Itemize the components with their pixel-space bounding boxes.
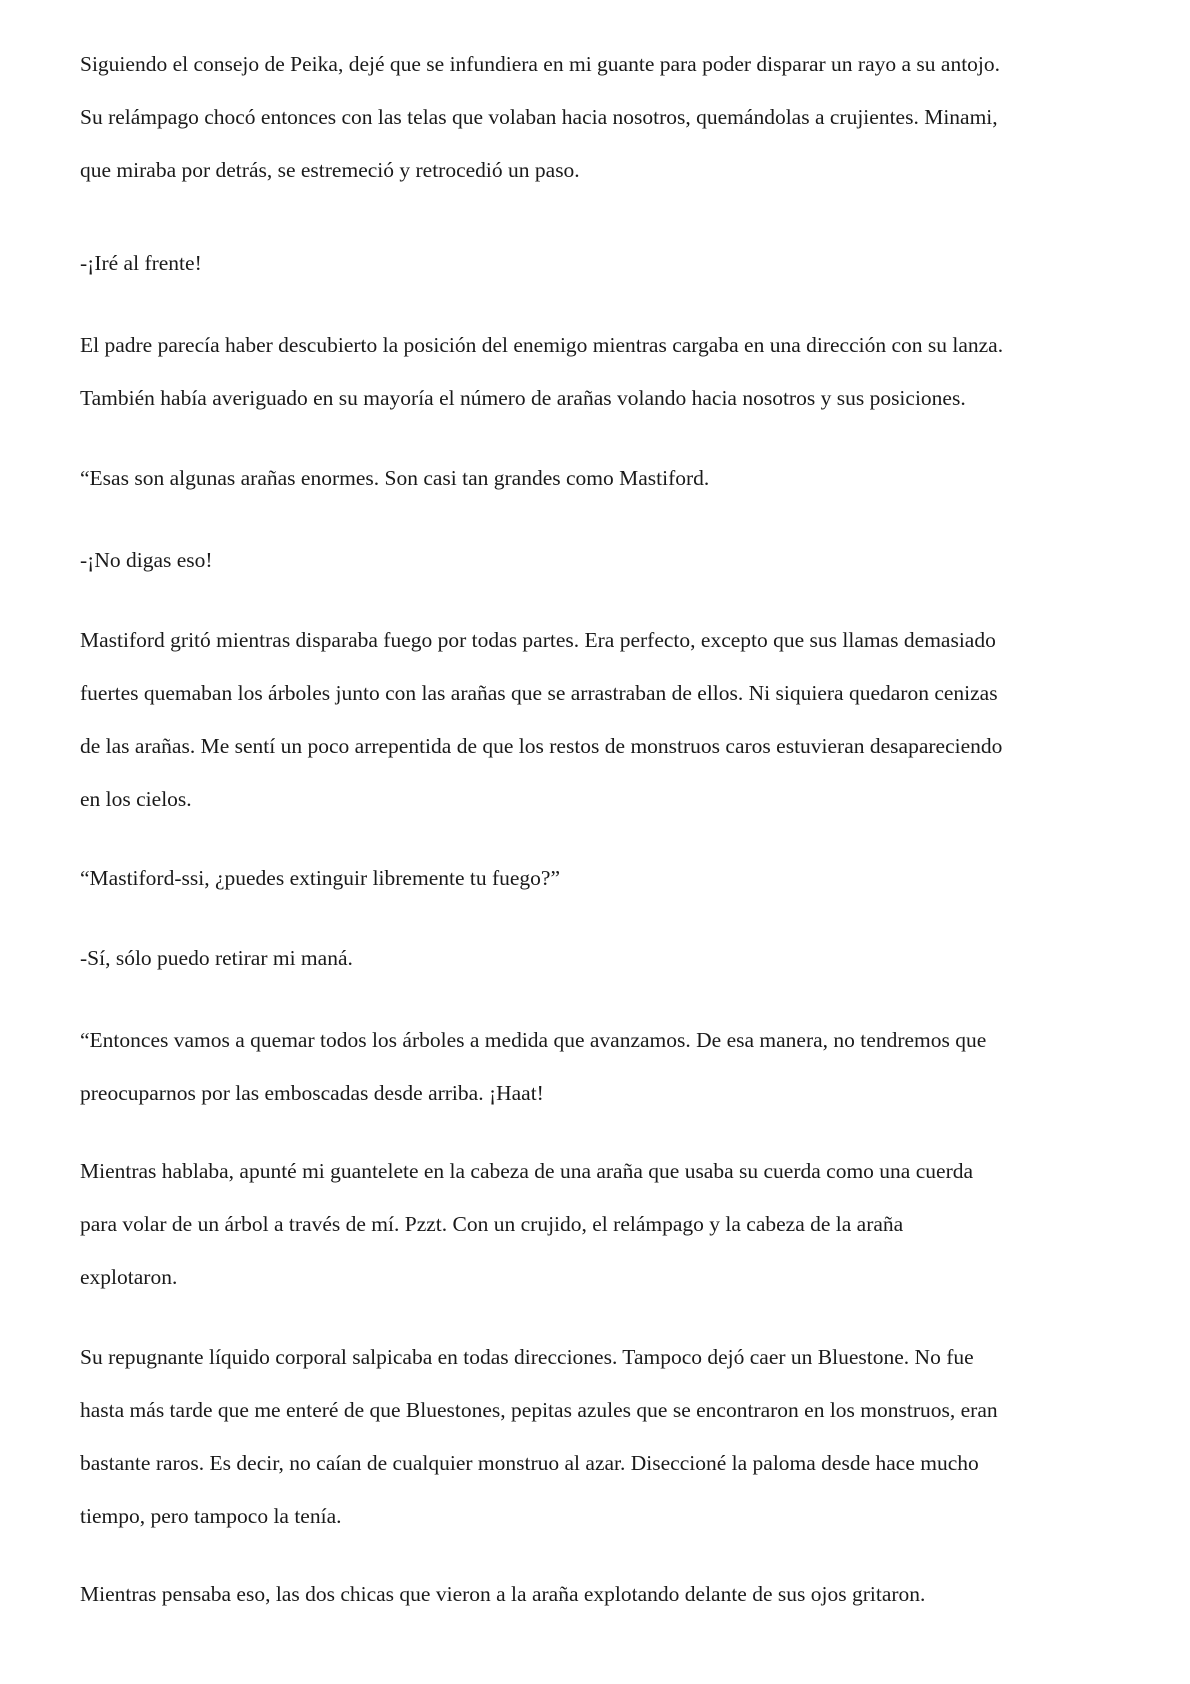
paragraph — [80, 1145, 1125, 1304]
text-line: El padre parecía haber descubierto la posición del enemigo mientras cargaba en una dirección con su lanza. — [80, 333, 1004, 357]
text-line: hasta más tarde que me enteré de que Bluestones, pepitas azules que se encontraron en los monstruos, eran — [80, 1398, 998, 1422]
text-line: Mientras pensaba eso, las dos chicas que vieron a la araña explotando delante de sus ojos gritaron. — [80, 1582, 926, 1606]
text-line: Mastiford gritó mientras disparaba fuego por todas partes. Era perfecto, excepto que sus llamas demasiado — [80, 628, 996, 652]
text-line: “Esas son algunas arañas enormes. Son casi tan grandes como Mastiford. — [80, 466, 710, 490]
text-line: fuertes quemaban los árboles junto con las arañas que se arrastraban de ellos. Ni siquiera quedaron cenizas — [80, 681, 998, 705]
text-line: Siguiendo el consejo de Peika, dejé que se infundiera en mi guante para poder disparar un rayo a su antojo. — [80, 52, 1001, 76]
text-line: Su repugnante líquido corporal salpicaba en todas direcciones. Tampoco dejó caer un Bluestone. No fue — [80, 1345, 974, 1369]
text-line: tiempo, pero tampoco la tenía. — [80, 1504, 342, 1528]
text-line: preocuparnos por las emboscadas desde arriba. ¡Haat! — [80, 1081, 544, 1105]
text-line: -¡No digas eso! — [80, 548, 213, 572]
text-line: “Entonces vamos a quemar todos los árboles a medida que avanzamos. De esa manera, no tendremos que — [80, 1028, 987, 1052]
paragraph — [80, 1014, 1125, 1120]
paragraph — [80, 38, 1125, 197]
text-line: -¡Iré al frente! — [80, 251, 202, 275]
text-line: bastante raros. Es decir, no caían de cualquier monstruo al azar. Diseccioné la paloma desde hace mucho — [80, 1451, 979, 1475]
paragraph — [80, 237, 1125, 290]
text-line: en los cielos. — [80, 787, 192, 811]
text-line: de las arañas. Me sentí un poco arrepentida de que los restos de monstruos caros estuvieran desapareciendo — [80, 734, 1003, 758]
text-line: También había averiguado en su mayoría el número de arañas volando hacia nosotros y sus posiciones. — [80, 386, 966, 410]
paragraph — [80, 1331, 1125, 1543]
paragraph — [80, 614, 1125, 826]
paragraph — [80, 932, 1125, 985]
text-line: “Mastiford-ssi, ¿puedes extinguir libremente tu fuego?” — [80, 866, 561, 890]
text-line: Mientras hablaba, apunté mi guantelete en la cabeza de una araña que usaba su cuerda como una cuerda — [80, 1159, 974, 1183]
text-line: -Sí, sólo puedo retirar mi maná. — [80, 946, 353, 970]
text-line: explotaron. — [80, 1265, 178, 1289]
paragraph — [80, 319, 1125, 425]
paragraph — [80, 534, 1125, 587]
text-line: Su relámpago chocó entonces con las telas que volaban hacia nosotros, quemándolas a crujientes. Minami, — [80, 105, 998, 129]
text-line: para volar de un árbol a través de mí. Pzzt. Con un crujido, el relámpago y la cabeza de la araña — [80, 1212, 904, 1236]
paragraph — [80, 1568, 1125, 1621]
paragraph — [80, 452, 1125, 505]
text-line: que miraba por detrás, se estremeció y retrocedió un paso. — [80, 158, 580, 182]
paragraph — [80, 852, 1125, 905]
